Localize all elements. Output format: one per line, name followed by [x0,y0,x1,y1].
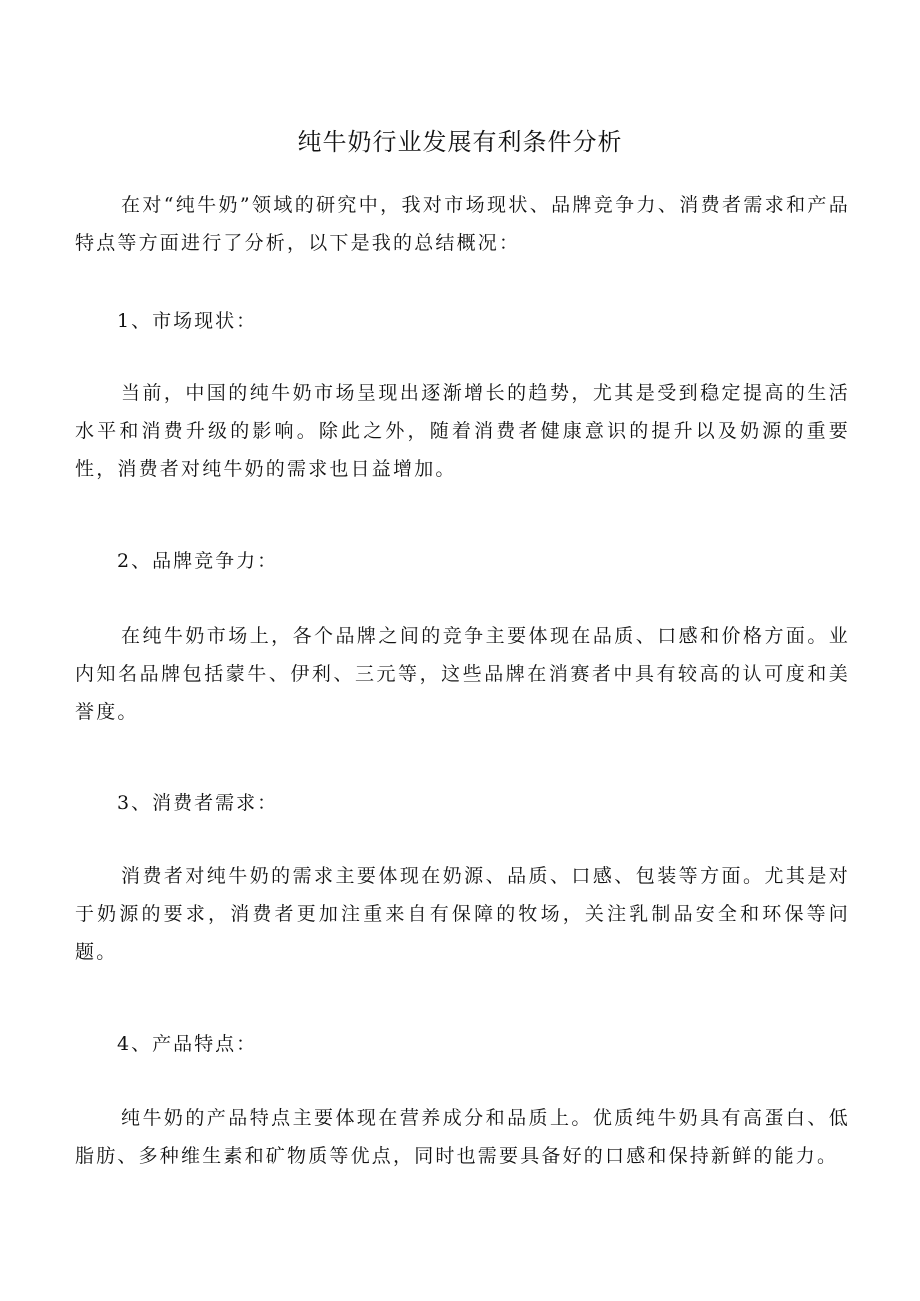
section-3-body: 消费者对纯牛奶的需求主要体现在奶源、品质、口感、包装等方面。尤其是对于奶源的要求，消费者更加注重来自有保障的牧场，关注乳制品安全和环保等问题。 [75,865,850,963]
section-2-body: 在纯牛奶市场上，各个品牌之间的竞争主要体现在品质、口感和价格方面。业内知名品牌包括蒙牛、伊利、三元等，这些品牌在消赛者中具有较高的认可度和美誉度。 [75,625,850,723]
section-4-body: 纯牛奶的产品特点主要体现在营养成分和品质上。优质纯牛奶具有高蛋白、低脂肪、多种维生素和矿物质等优点，同时也需要具备好的口感和保持新鲜的能力。 [75,1107,850,1167]
section-1-heading: 1、市场现状： [117,310,258,332]
intro-paragraph: 在对“纯牛奶”领域的研究中，我对市场现状、品牌竞争力、消费者需求和产品特点等方面进行了分析，以下是我的总结概况： [75,194,850,254]
section-2-heading: 2、品牌竞争力： [117,550,279,572]
document-title: 纯牛奶行业发展有利条件分析 [297,128,623,156]
section-1-body: 当前，中国的纯牛奶市场呈现出逐渐增长的趋势，尤其是受到稳定提高的生活水平和消费升级的影响。除此之外，随着消费者健康意识的提升以及奶源的重要性，消费者对纯牛奶的需求也日益增加。 [75,382,850,480]
section-4-heading: 4、产品特点： [117,1033,258,1055]
section-3-heading: 3、消费者需求： [117,792,279,814]
